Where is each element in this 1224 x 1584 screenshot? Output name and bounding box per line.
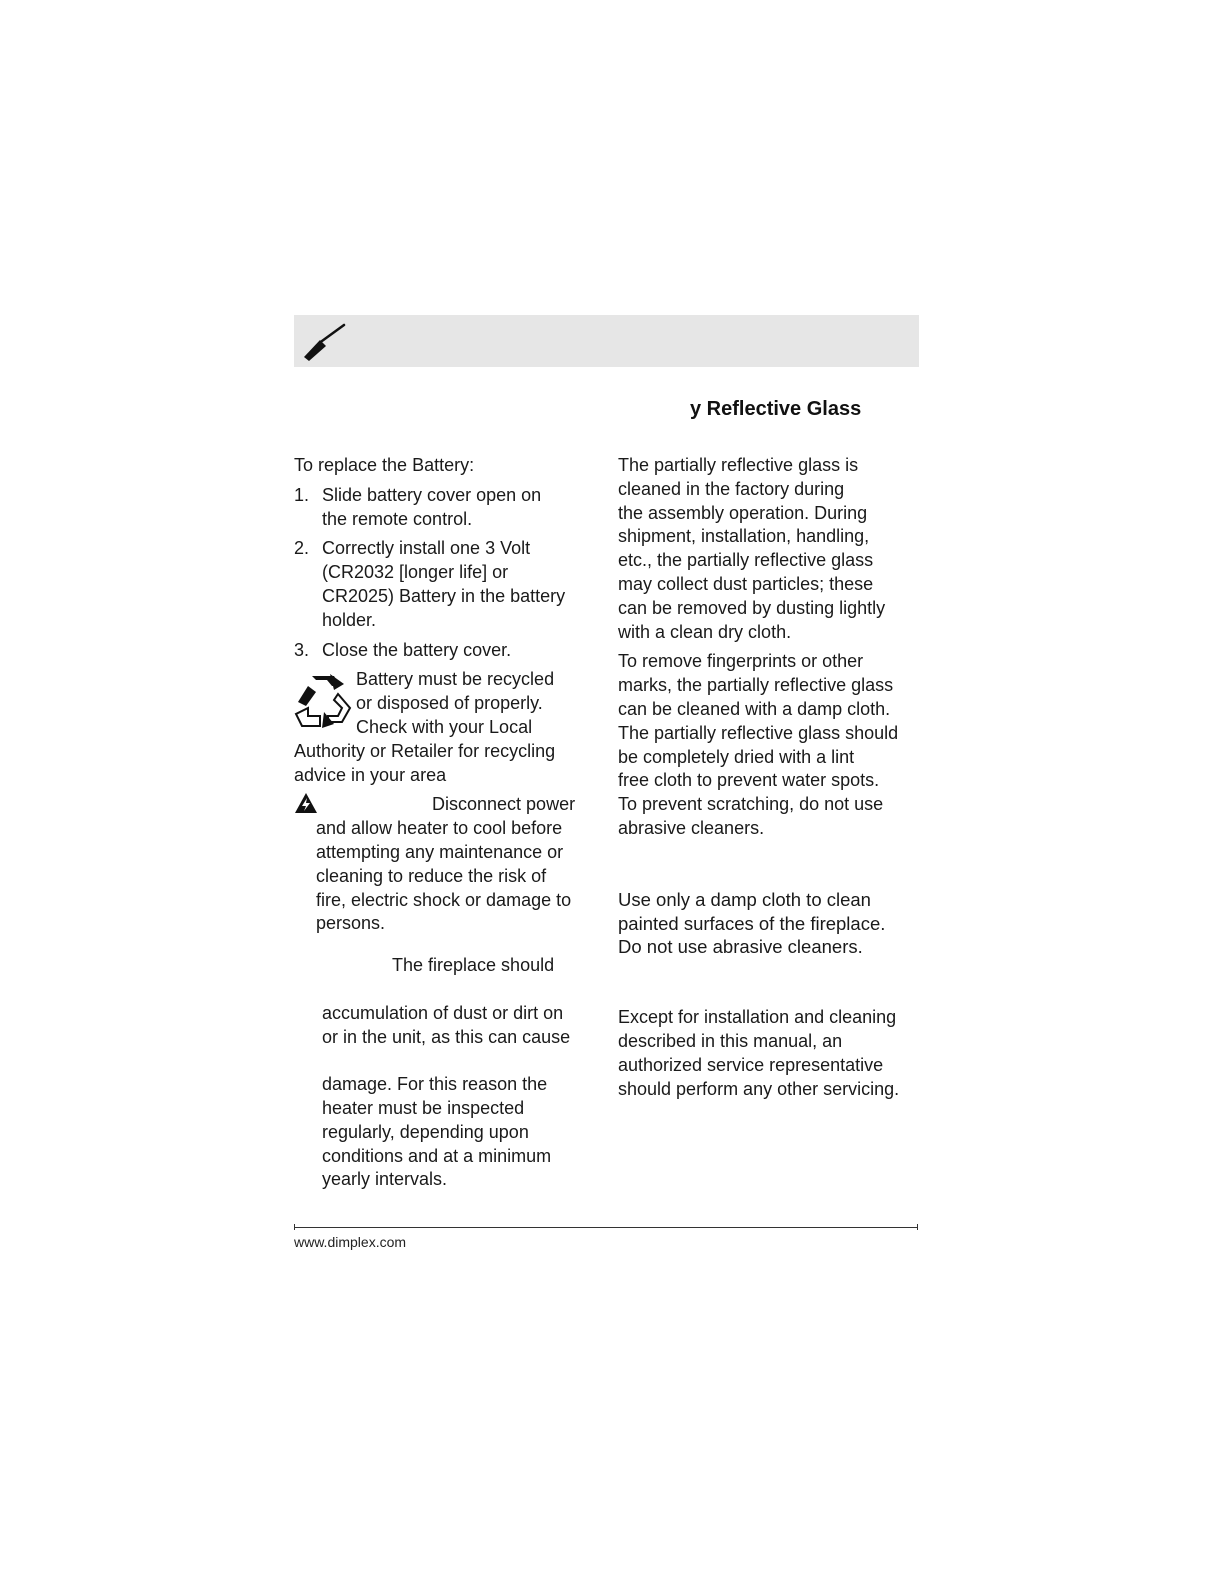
screwdriver-icon bbox=[300, 321, 346, 363]
warning-icon bbox=[294, 792, 318, 814]
right-column bbox=[618, 454, 918, 1107]
section-header-band bbox=[294, 315, 919, 367]
servicing-paragraph: Except for installation and cleaning described in this manual, an authorized service representative should perform any other servicing. bbox=[618, 1007, 900, 1099]
battery-steps bbox=[294, 484, 594, 663]
recycle-icon bbox=[294, 672, 352, 728]
section-heading: y Reflective Glass bbox=[690, 398, 862, 420]
left-column bbox=[294, 454, 594, 1192]
inspection-note: The fireplace should accumulation of dust or dirt on or in the unit, as this can cause damage. For this reason the heater must be inspected regularly, depending upon conditions and at a minimum yearly intervals. bbox=[322, 955, 571, 1190]
list-item: 3. Close the battery cover. bbox=[294, 639, 512, 660]
recycle-notice: Battery must be recycled or disposed of properly. Check with your Local Authority or Retailer for recycling advice in your area bbox=[294, 669, 556, 785]
fingerprint-paragraph: To remove fingerprints or other marks, the partially reflective glass can be cleaned with a damp cloth. The partially reflective glass should be completely dried with a lint free cloth to prevent water spots. To prevent scratching, do not use abrasive cleaners. bbox=[618, 651, 899, 838]
battery-intro: To replace the Battery: bbox=[294, 455, 475, 475]
glass-cleaning-paragraph: The partially reflective glass is cleaned in the factory during the assembly operation. During shipment, installation, handling, etc., the partially reflective glass may collect dust particles; these can be removed by dusting lightly with a clean dry cloth. bbox=[618, 455, 886, 642]
footer-rule bbox=[294, 1227, 918, 1228]
warning-notice: Disconnect power and allow heater to cool before attempting any maintenance or cleaning to reduce the risk of fire, electric shock or damage to persons. bbox=[294, 793, 594, 936]
list-item: 2. Correctly install one 3 Volt (CR2032 [longer life] or CR2025) Battery in the battery holder. bbox=[294, 538, 566, 630]
footer-url: www.dimplex.com bbox=[294, 1234, 407, 1250]
list-item: 1. Slide battery cover open on the remote control. bbox=[294, 484, 542, 529]
painted-surfaces-paragraph: Use only a damp cloth to clean painted surfaces of the fireplace. Do not use abrasive cleaners. bbox=[618, 888, 886, 958]
